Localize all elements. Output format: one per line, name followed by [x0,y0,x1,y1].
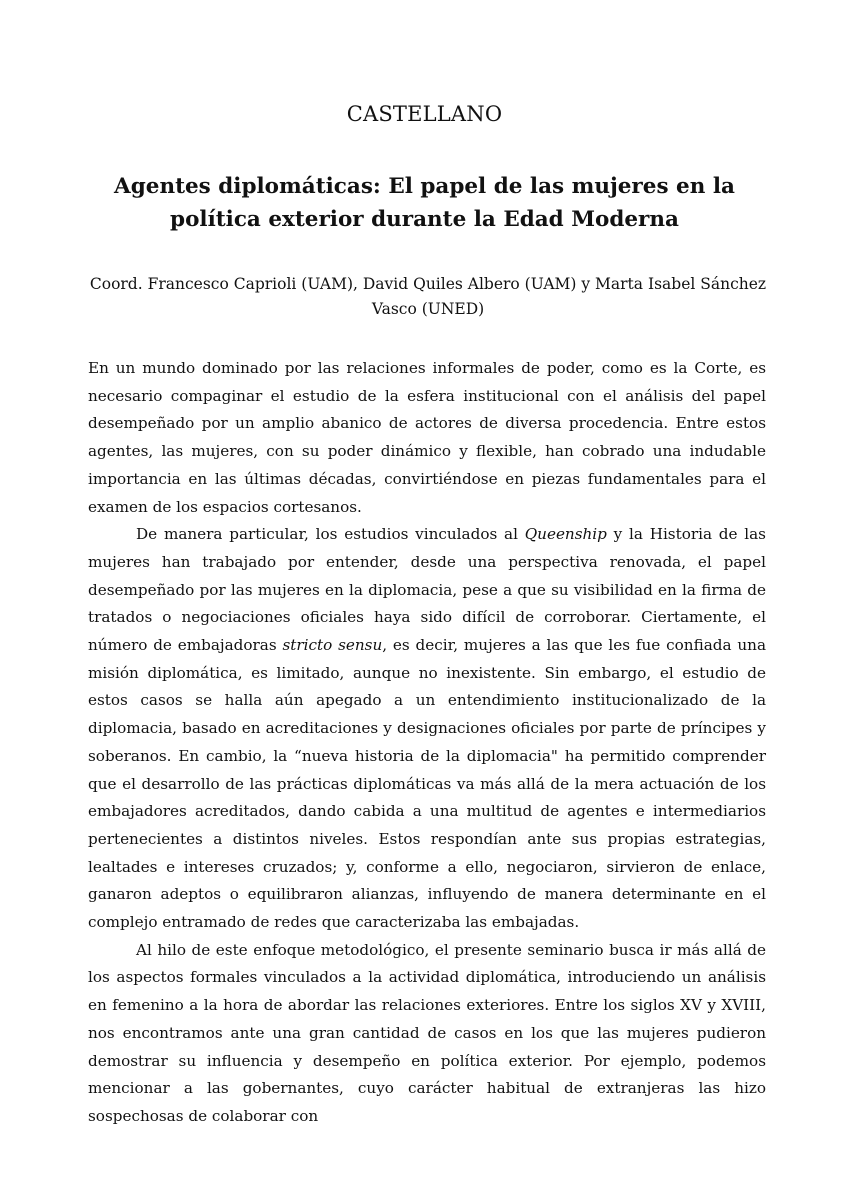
document-title: Agentes diplomáticas: El papel de las mujeres en la política exterior durante la Edad Moderna [114,174,735,232]
coordinators-line: Coord. Francesco Caprioli (UAM), David Quiles Albero (UAM) y Marta Isabel Sánchez Vasco (UNED) [89,275,767,318]
document-body [88,355,766,1131]
paragraph-2-text-3: , es decir, mujeres a las que les fue confiada una misión diplomática, es limitado, aunque no inexistente. Sin embargo, el estudio de estos casos se halla aún apegado a un entendimiento institucionalizado de la diplomacia, basado en acreditaciones y designaciones oficiales por parte de príncipes y soberanos. En cambio, la “nueva historia de la diplomacia" ha permitido comprender que el desarrollo de las prácticas diplomáticas va más allá de la mera actuación de los embajadores acreditados, dando cabida a una multitud de agentes e intermediarios pertenecientes a distintos niveles. Estos respondían ante sus propias estrategias, lealtades e intereses cruzados; y, conforme a ello, negociaron, sirvieron de enlace, ganaron adeptos o equilibraron alianzas, influyendo de manera determinante en el complejo entramado de redes que caracterizaba las embajadas. [88,636,766,932]
paragraph-1: En un mundo dominado por las relaciones informales de poder, como es la Corte, es necesario compaginar el estudio de la esfera institucional con el análisis del papel desempeñado por un amplio abanico de actores de diversa procedencia. Entre estos agentes, las mujeres, con su poder dinámico y flexible, han cobrado una indudable importancia en las últimas décadas, convirtiéndose en piezas fundamentales para el examen de los espacios cortesanos. [88,359,766,516]
paragraph-3: Al hilo de este enfoque metodológico, el presente seminario busca ir más allá de los aspectos formales vinculados a la actividad diplomática, introduciendo un análisis en femenino a la hora de abordar las relaciones exteriores. Entre los siglos XV y XVIII, nos encontramos ante una gran cantidad de casos en los que las mujeres pudieron demostrar su influencia y desempeño en política exterior. Por ejemplo, podemos mencionar a las gobernantes, cuyo carácter habitual de extranjeras las hizo sospechosas de colaborar con [88,940,766,1125]
paragraph-2 [88,521,766,937]
paragraph-2-text-1: De manera particular, los estudios vinculados al [136,525,525,544]
section-label: CASTELLANO [346,102,503,126]
paragraph-2-text-2: y la Historia de las mujeres han trabajado por entender, desde una perspectiva renovada, el papel desempeñado por las mujeres en la diplomacia, pese a que su visibilidad en la firma de tratados o negociaciones oficiales haya sido difícil de corroborar. Ciertamente, el número de embajadoras [88,525,766,655]
term-stricto-sensu: stricto sensu [282,636,383,655]
term-queenship: Queenship [524,525,607,544]
